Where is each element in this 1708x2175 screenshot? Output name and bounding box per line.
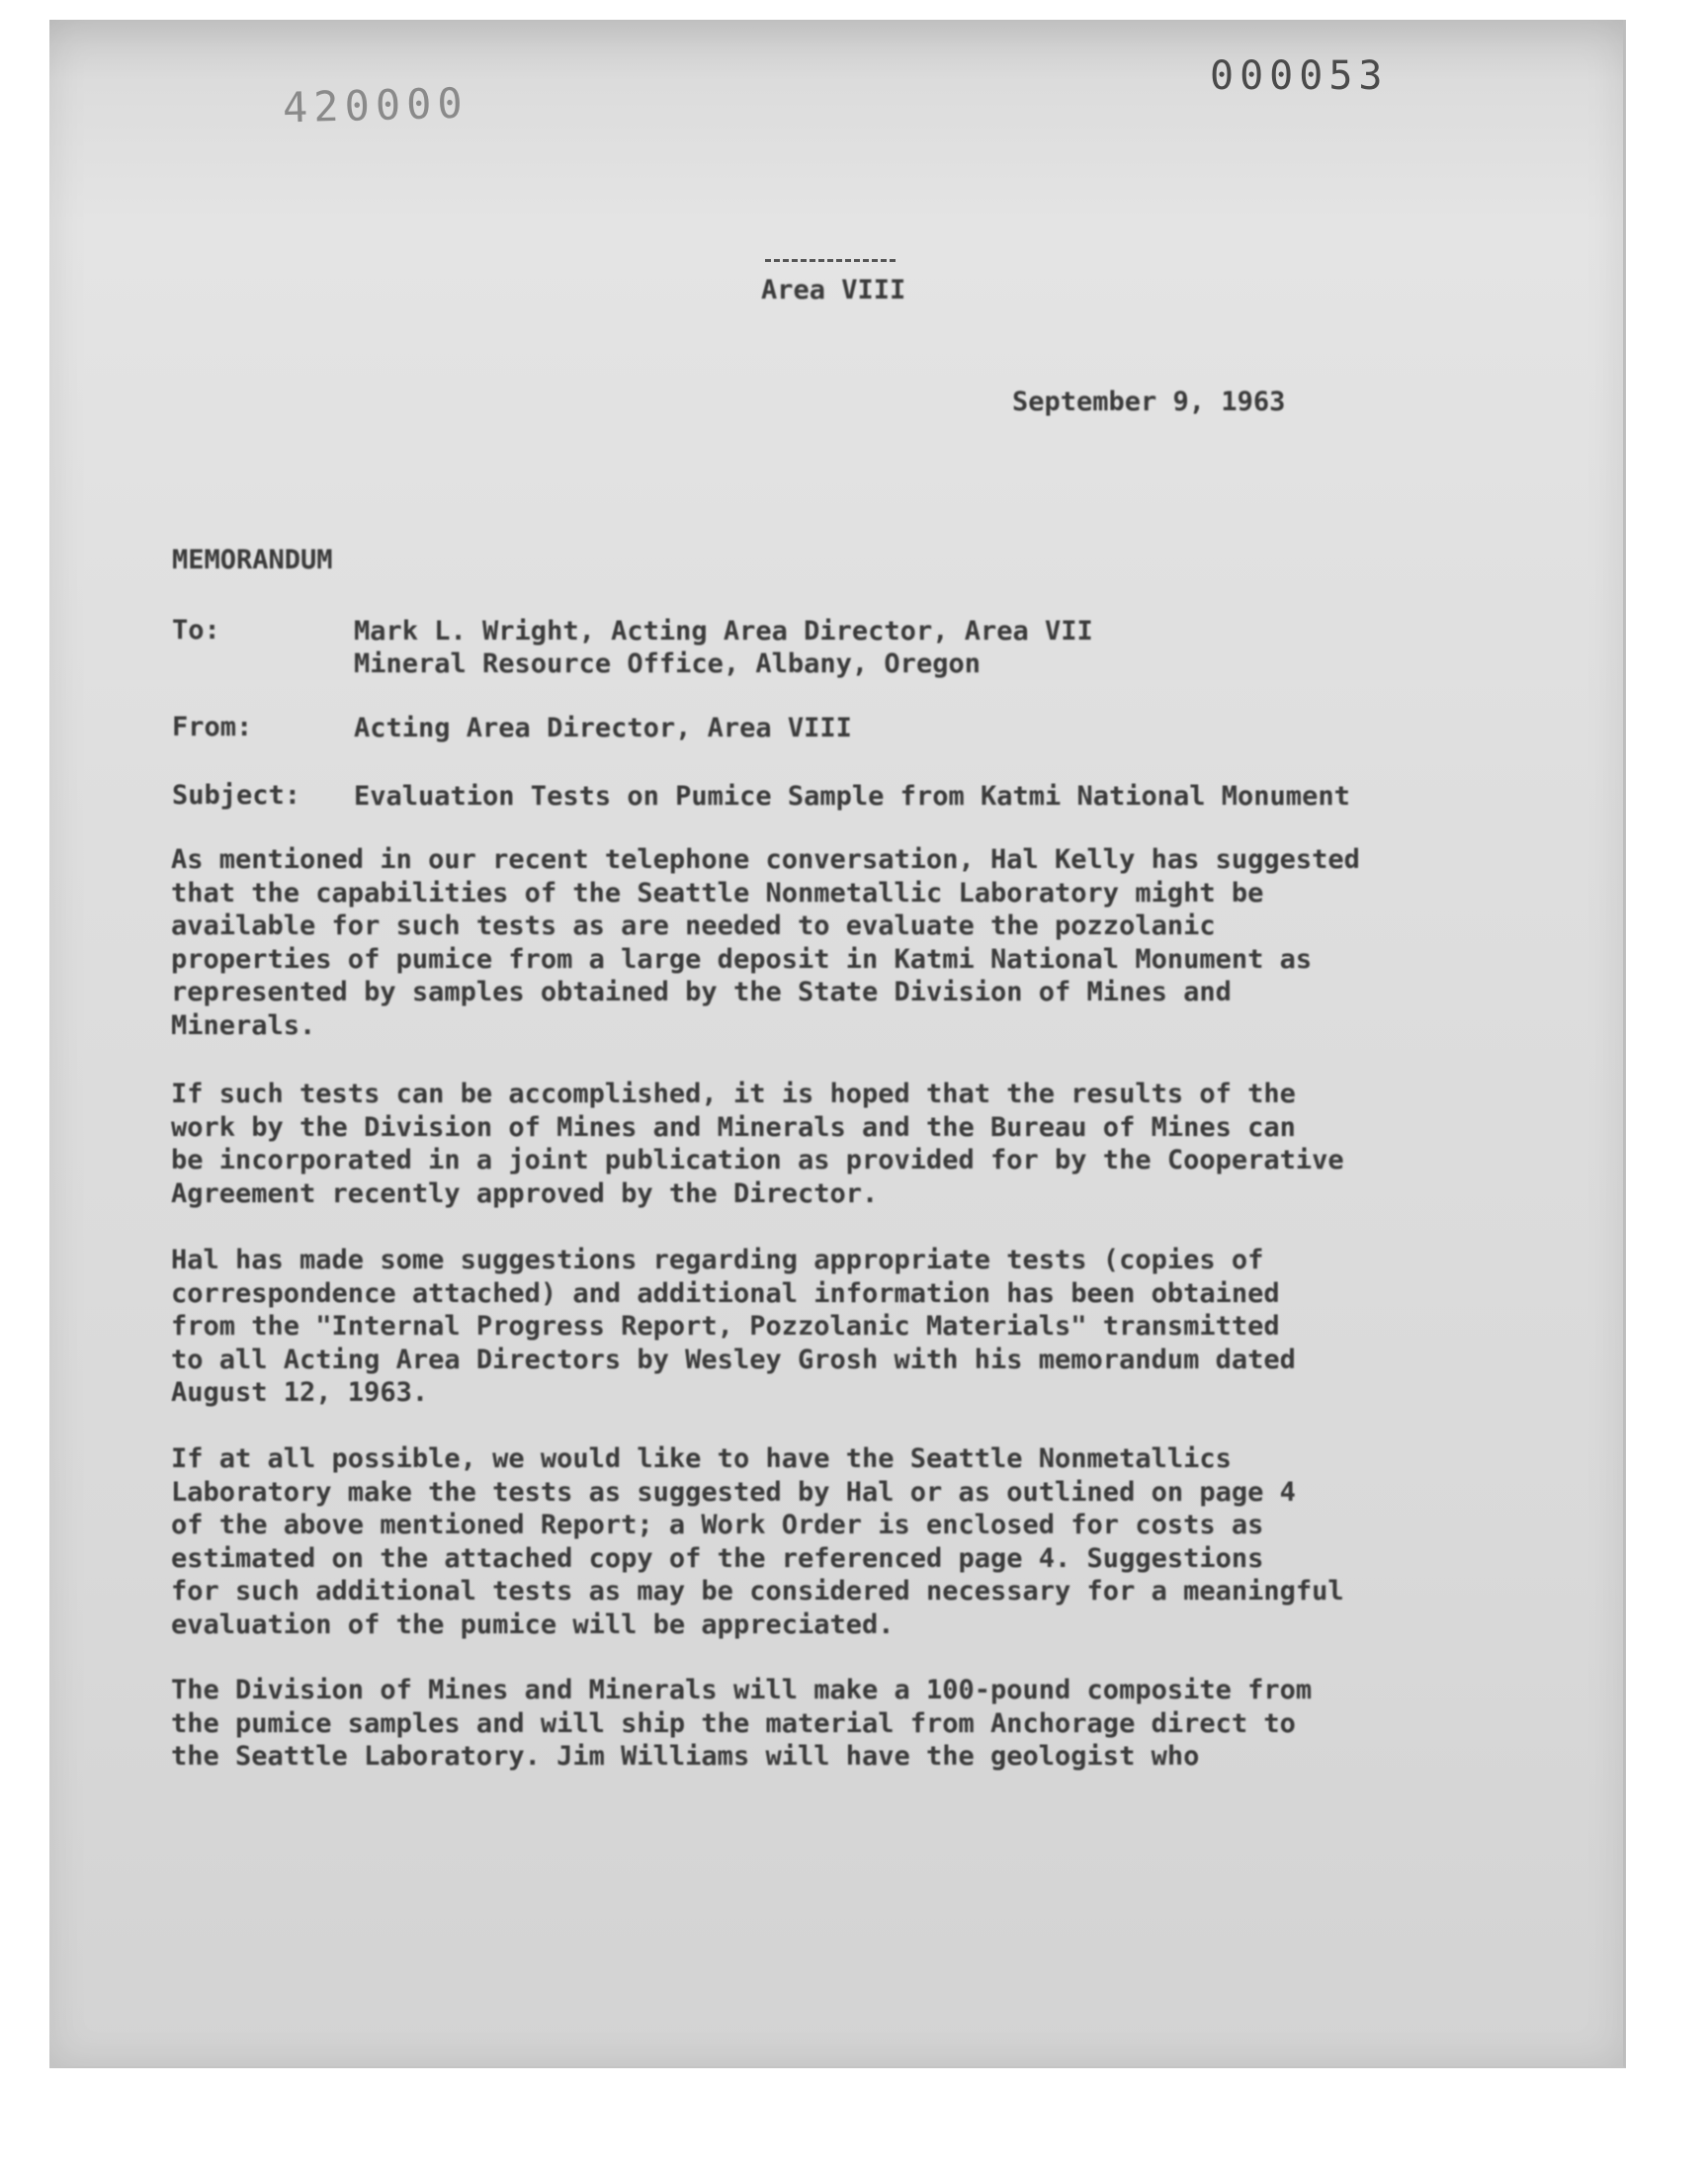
subject-value: Evaluation Tests on Pumice Sample from Katmi National Monument bbox=[354, 781, 1350, 812]
body-paragraph-3: Hal has made some suggestions regarding appropriate tests (copies of correspondence attached) and additional information has been obtained from the "Internal Progress Report, Pozzolanic Materials" transmitted to all Acting Area Directors by Wesley Grosh with his memorandum dated August 12, 1963. bbox=[171, 1245, 1296, 1408]
memo-date: September 9, 1963 bbox=[1012, 387, 1286, 417]
to-label: To: bbox=[172, 615, 220, 646]
document-number: 000053 bbox=[1210, 53, 1389, 99]
stamp-number: 420000 bbox=[282, 78, 470, 132]
from-label: From: bbox=[172, 712, 253, 742]
to-line-2: Mineral Resource Office, Albany, Oregon bbox=[354, 649, 981, 679]
subject-label: Subject: bbox=[172, 780, 301, 811]
area-heading: Area VIII bbox=[761, 275, 906, 305]
from-value: Acting Area Director, Area VIII bbox=[354, 713, 852, 743]
to-line-1: Mark L. Wright, Acting Area Director, Area VII bbox=[354, 616, 1093, 647]
body-paragraph-5: The Division of Mines and Minerals will make a 100-pound composite from the pumice samples and will ship the material from Anchorage direct to the Seattle Laboratory. Jim Williams will have the geologist who bbox=[171, 1675, 1313, 1772]
memo-title: MEMORANDUM bbox=[172, 545, 333, 575]
heading-rule bbox=[765, 259, 896, 262]
body-paragraph-4: If at all possible, we would like to have the Seattle Nonmetallics Laboratory make the tests as suggested by Hal or as outlined on page 4 of the above mentioned Report; a Work Order is enclosed for costs as estimated on the attached copy of the referenced page 4. Suggestions for such additional tests as may be considered necessary for a meaningful evaluation of the pumice will be appreciated. bbox=[171, 1443, 1344, 1640]
body-paragraph-1: As mentioned in our recent telephone conversation, Hal Kelly has suggested that the capabilities of the Seattle Nonmetallic Laboratory might be available for such tests as are needed to evaluate the pozzolanic properties of pumice from a large deposit in Katmi National Monument as represented by samples obtained by the State Division of Mines and Minerals. bbox=[171, 844, 1360, 1041]
body-paragraph-2: If such tests can be accomplished, it is hoped that the results of the work by the Division of Mines and Minerals and the Bureau of Mines can be incorporated in a joint publication as provided for by the Cooperative Agreement recently approved by the Director. bbox=[171, 1079, 1344, 1209]
